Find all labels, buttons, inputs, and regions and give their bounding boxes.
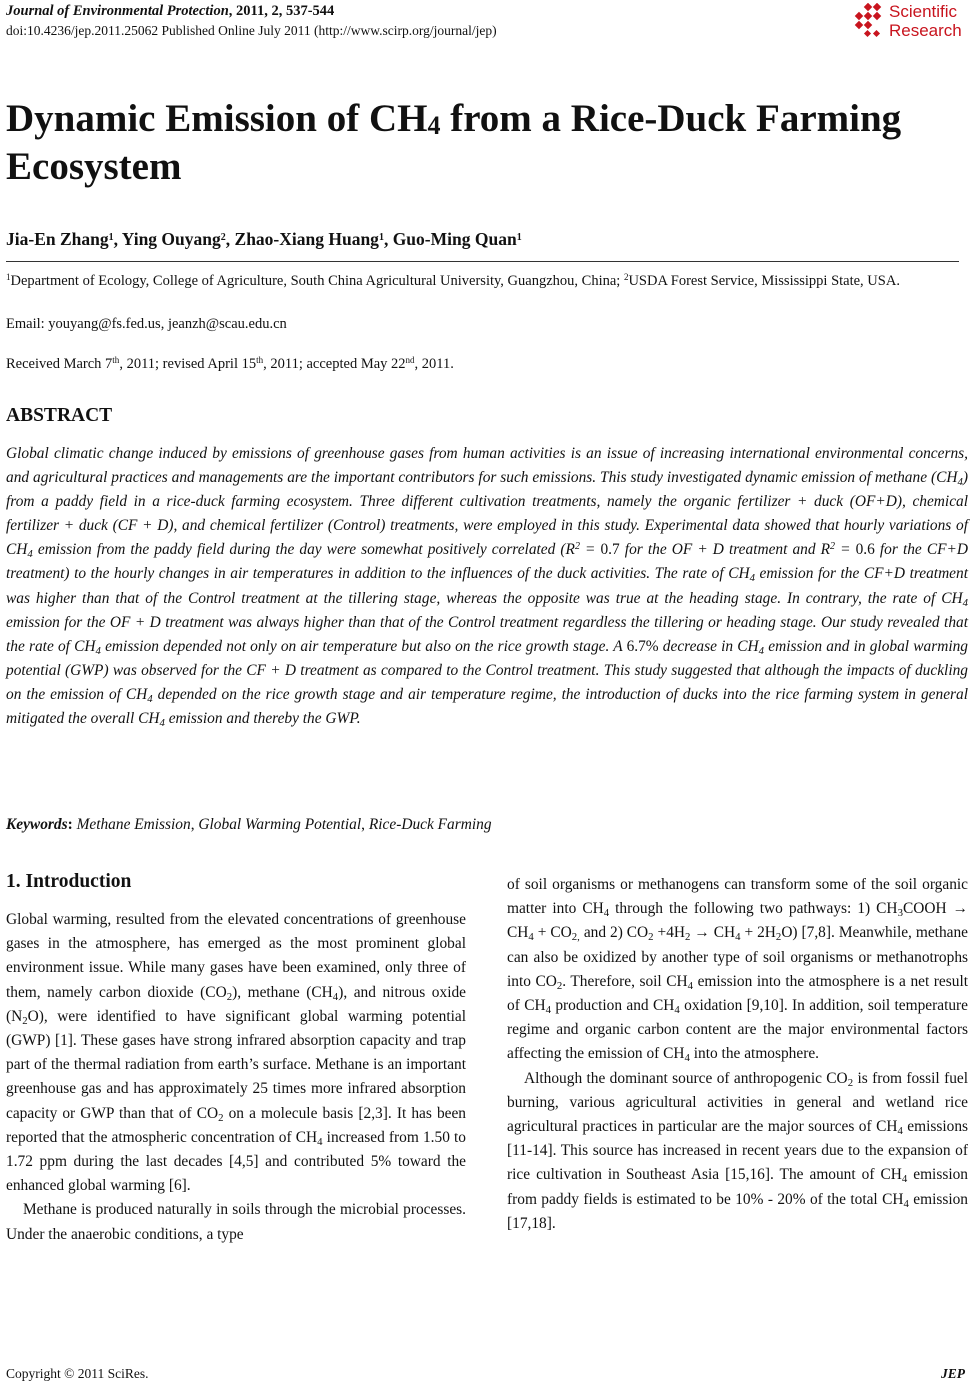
doi-line: doi:10.4236/jep.2011.25062 Published Online July 2011 (http://www.scirp.org/journal/jep)	[6, 23, 497, 38]
accepted-text: , 2011; accepted May 22	[263, 356, 406, 372]
left-column	[6, 908, 466, 1247]
paragraph-text: emission [17,18].	[507, 1190, 968, 1232]
keyword-separator: ,	[361, 816, 369, 833]
abstract-subscript: 4	[27, 548, 33, 561]
abstract-text: ) was observed for the CF + D treatment as compared to the Control treatment. This study suggested that although the impacts of duckling on the emission of CH	[6, 661, 968, 703]
author-list: Jia-En Zhang$^1$, Ying Ouyang$^2$, Zhao-Xiang Huang$^1$, Guo-Ming Quan$^1$	[6, 229, 522, 249]
author-name: Guo-Ming Quan	[392, 229, 517, 249]
abstract-subscript: 4	[749, 572, 755, 585]
abstract-text: CH	[936, 469, 958, 487]
paragraph-text: and 2) CO	[579, 924, 649, 942]
abstract-text: R	[565, 541, 575, 559]
contact-email: Email: youyang@fs.fed.us, jeanzh@scau.edu.cn	[6, 316, 287, 332]
paragraph-text: ), and nitrous oxide (N	[6, 983, 466, 1025]
subscript: 2	[22, 1014, 28, 1027]
subscript: 2	[218, 1111, 224, 1124]
author-affiliation-mark: 1	[378, 232, 384, 243]
copyright-footer: Copyright © 2011 SciRes.	[6, 1366, 149, 1381]
subscript: 4	[545, 1004, 551, 1017]
abstract-text: emission for the OF + D treatment was always higher than that of the Control treatment regardless the tillering or heading stage. Our study revealed that the rate of CH	[6, 613, 968, 655]
subscript: 2	[226, 990, 233, 1003]
subscript: 4	[332, 990, 339, 1003]
author-name: Jia-En Zhang	[6, 229, 109, 249]
subscript: 4	[901, 1173, 908, 1186]
paragraph-text: on a molecule basis [2,3]. It has been reported that the atmospheric concentration of CH	[6, 1104, 466, 1146]
affiliations	[6, 272, 961, 291]
paper-title	[6, 95, 966, 191]
abstract-text: ), and chemical fertilizer (	[168, 517, 333, 535]
paragraph: Methane is produced naturally in soils through the microbial processes. Under the anaerobic conditions, a type	[6, 1201, 466, 1243]
affiliation-2: USDA Forest Service, Mississippi State, USA.	[628, 273, 900, 289]
keywords	[6, 816, 492, 834]
abstract-text: decrease in CH	[658, 637, 759, 655]
abstract-text: for the CF+D treatment) to the hourly changes in air temperatures in addition to the influences of the duck activities. The rate of CH	[6, 541, 968, 583]
paragraph-text: + 2H	[740, 924, 776, 942]
abstract-text: ) from a paddy field in a rice-duck farming ecosystem. Three different cultivation treatments, namely the organic fertilizer + duck (	[6, 469, 968, 511]
abstract-text: OF+D	[854, 493, 897, 511]
subscript: 2,	[571, 931, 580, 944]
paragraph-text: COOH → CH	[507, 900, 968, 942]
affiliation-mark: 1	[6, 272, 11, 282]
paragraph-text: production and CH	[550, 997, 675, 1015]
header-divider	[6, 261, 959, 262]
abstract-text: emission and thereby the GWP.	[164, 710, 361, 728]
affiliation-mark: 2	[623, 272, 629, 282]
logo-wordmark	[889, 2, 962, 40]
subscript: 2	[775, 931, 782, 944]
paragraph-text: of soil organisms or methanogens can transform some of the soil organic matter into CH	[507, 876, 968, 918]
abstract-text: emission for the CF+D treatment was higher than that of the Control treatment at the tillering stage, whereas the opposite was true at the heading stage. In contrary, the rate of CH	[6, 565, 968, 607]
year-text: , 2011.	[414, 356, 454, 372]
journal-issue: , 2011, 2, 537-544	[228, 3, 335, 19]
abstract-text: CF + D	[117, 517, 169, 535]
abstract-subscript: 4	[962, 596, 968, 609]
paragraph-text: . Therefore, soil CH	[562, 972, 688, 990]
abstract-text: R	[820, 541, 831, 559]
paragraph-text: into the atmosphere.	[689, 1045, 819, 1063]
abstract-text: =	[835, 541, 856, 559]
received-text: Received March 7	[6, 356, 113, 372]
subscript: 4	[603, 907, 610, 920]
paragraph-text: is from fossil fuel burning, various agricultural activities in general and wetland rice agricultural practices in particular are the major sources of CH	[507, 1069, 968, 1136]
revised-text: , 2011; revised April 15	[119, 356, 257, 372]
received-dates	[6, 356, 454, 373]
abstract-text: Global climatic change induced by emissions of greenhouse gases from human activities is an issue of increasing international environmental concerns, and agricultural practices and managements are the important contributors for such emissions. This study investigated dynamic emission of methane (	[6, 445, 968, 487]
paragraph	[507, 1067, 968, 1236]
subscript: 2	[685, 931, 691, 944]
abstract-text: for the OF + D treatment and	[619, 541, 821, 559]
subscript: 4	[317, 1135, 323, 1148]
keywords-label: Keywords	[6, 816, 68, 833]
abstract-text: emission depended not only on air temperature but also on the rice growth stage. A	[100, 637, 627, 655]
keywords-colon: :	[67, 816, 77, 833]
abstract-subscript: 4	[758, 644, 765, 657]
paragraph	[507, 873, 968, 1067]
abstract-text: ) treatments, were employed in this study. Experimental data showed that hourly variations of CH	[6, 517, 968, 559]
ordinal-suffix: nd	[405, 355, 415, 365]
abstract-value: 0.6	[855, 541, 875, 559]
subscript: 3	[897, 907, 903, 920]
paragraph-text: O), were identified to have significant global warming potential (GWP) [1]. These gases have strong infrared absorption capacity and trap part of the thermal radiation from earth’s surface. Methane is an important greenhouse gas and has approximately 25 times more infrared absorption capacity or GWP than that of CO	[6, 1007, 466, 1122]
logo-line-2: Research	[889, 21, 962, 40]
logo-mark-icon	[851, 3, 887, 41]
paragraph-text: Although the dominant source of anthropogenic CO	[524, 1069, 848, 1087]
abstract-text: emission and in global warming potential (	[6, 637, 968, 679]
paragraph-text: O) [7,8]. Meanwhile, methane can also be oxidized by another type of soil organisms or methanotrophs into CO	[507, 924, 968, 990]
abstract-subscript: 4	[147, 692, 153, 705]
subscript: 2	[556, 979, 563, 992]
abstract-text: emission from the paddy field during the day were somewhat positively correlated (	[32, 541, 566, 559]
paragraph-text: + CO	[533, 924, 572, 942]
subscript: 2	[847, 1076, 854, 1089]
subscript: 4	[684, 1052, 690, 1065]
right-column	[507, 873, 968, 1236]
abstract-text: ), chemical fertilizer + duck (	[6, 493, 969, 535]
abstract-subscript: 4	[159, 717, 165, 730]
journal-name: Journal of Environmental Protection	[6, 3, 229, 19]
affiliation-1: Department of Ecology, College of Agriculture, South China Agricultural University, Guangzhou, China;	[10, 273, 624, 289]
abstract-heading: ABSTRACT	[6, 405, 113, 426]
publisher-logo	[851, 2, 969, 42]
abstract-subscript: 4	[957, 476, 963, 489]
subscript: 4	[674, 1004, 680, 1017]
journal-header	[6, 3, 334, 20]
keyword: Rice-Duck Farming	[368, 816, 492, 833]
keyword-separator: ,	[190, 816, 199, 833]
abstract-body	[6, 442, 968, 731]
abstract-value: 0.7	[600, 541, 620, 559]
journal-abbrev-footer: JEP	[940, 1366, 965, 1381]
subscript: 4	[687, 979, 694, 992]
abstract-text: GWP	[70, 661, 104, 679]
paragraph-text: ), methane (CH	[232, 983, 333, 1001]
title-subscript: 4	[427, 111, 441, 140]
keyword: Methane Emission	[76, 816, 191, 833]
paragraph-text: Global warming, resulted from the elevated concentrations of greenhouse gases in the atmosphere, has emerged as the most prominent global environment issue. While many gases have been examined, only three of them, namely carbon dioxide (CO	[6, 911, 466, 1001]
paragraph-text: +4H	[653, 924, 686, 942]
paragraph-text: emission from paddy fields is estimated to be 10% - 20% of the total CH	[507, 1166, 968, 1208]
paragraph-text: → CH	[690, 924, 736, 942]
abstract-superscript: 2	[574, 541, 580, 553]
abstract-text: =	[579, 541, 601, 559]
author-name: Zhao-Xiang Huang	[234, 229, 379, 249]
subscript: 4	[897, 1125, 903, 1138]
abstract-subscript: 4	[95, 644, 101, 657]
ordinal-suffix: th	[112, 355, 120, 365]
subscript: 4	[735, 931, 741, 944]
title-part-2: from a Rice-Duck Farming Ecosystem	[6, 97, 902, 188]
paragraph-text: emissions [11-14]. This source has increased in recent years due to the expansion of rice cultivation in Southeast Asia [15,16]. The amount of CH	[507, 1118, 969, 1184]
subscript: 2	[648, 931, 654, 944]
ordinal-suffix: th	[256, 355, 264, 365]
section-heading: 1. Introduction	[6, 871, 132, 892]
paragraph-text: oxidation [9,10]. In addition, soil temperature regime and organic carbon content are the major environmental factors affecting the emission of CH	[507, 997, 968, 1063]
abstract-value: 6.7%	[626, 637, 659, 655]
subscript: 4	[528, 931, 534, 944]
paragraph-text: increased from 1.50 to 1.72 ppm during the last decades [4,5] and contributed 5% toward the enhanced global warming [6].	[6, 1128, 466, 1195]
abstract-superscript: 2	[830, 541, 836, 553]
paragraph-text: emission into the atmosphere is a net result of CH	[507, 972, 968, 1015]
subscript: 4	[903, 1197, 909, 1210]
abstract-text: depended on the rice growth stage and air temperature regime, the introduction of ducks into the rice farming system in general mitigated the overall CH	[6, 685, 968, 728]
title-part-1: Dynamic Emission of CH	[6, 97, 428, 140]
paragraph	[6, 908, 466, 1198]
paragraph-text: through the following two pathways: 1) CH	[609, 900, 898, 918]
keyword: Global Warming Potential	[198, 816, 362, 833]
abstract-text: Control	[332, 517, 381, 535]
logo-line-1: Scientific	[889, 2, 958, 21]
author-affiliation-mark: 1	[516, 232, 522, 243]
author-name: Ying Ouyang	[121, 229, 221, 249]
author-affiliation-mark: 2	[220, 232, 226, 243]
author-affiliation-mark: 1	[108, 232, 114, 243]
